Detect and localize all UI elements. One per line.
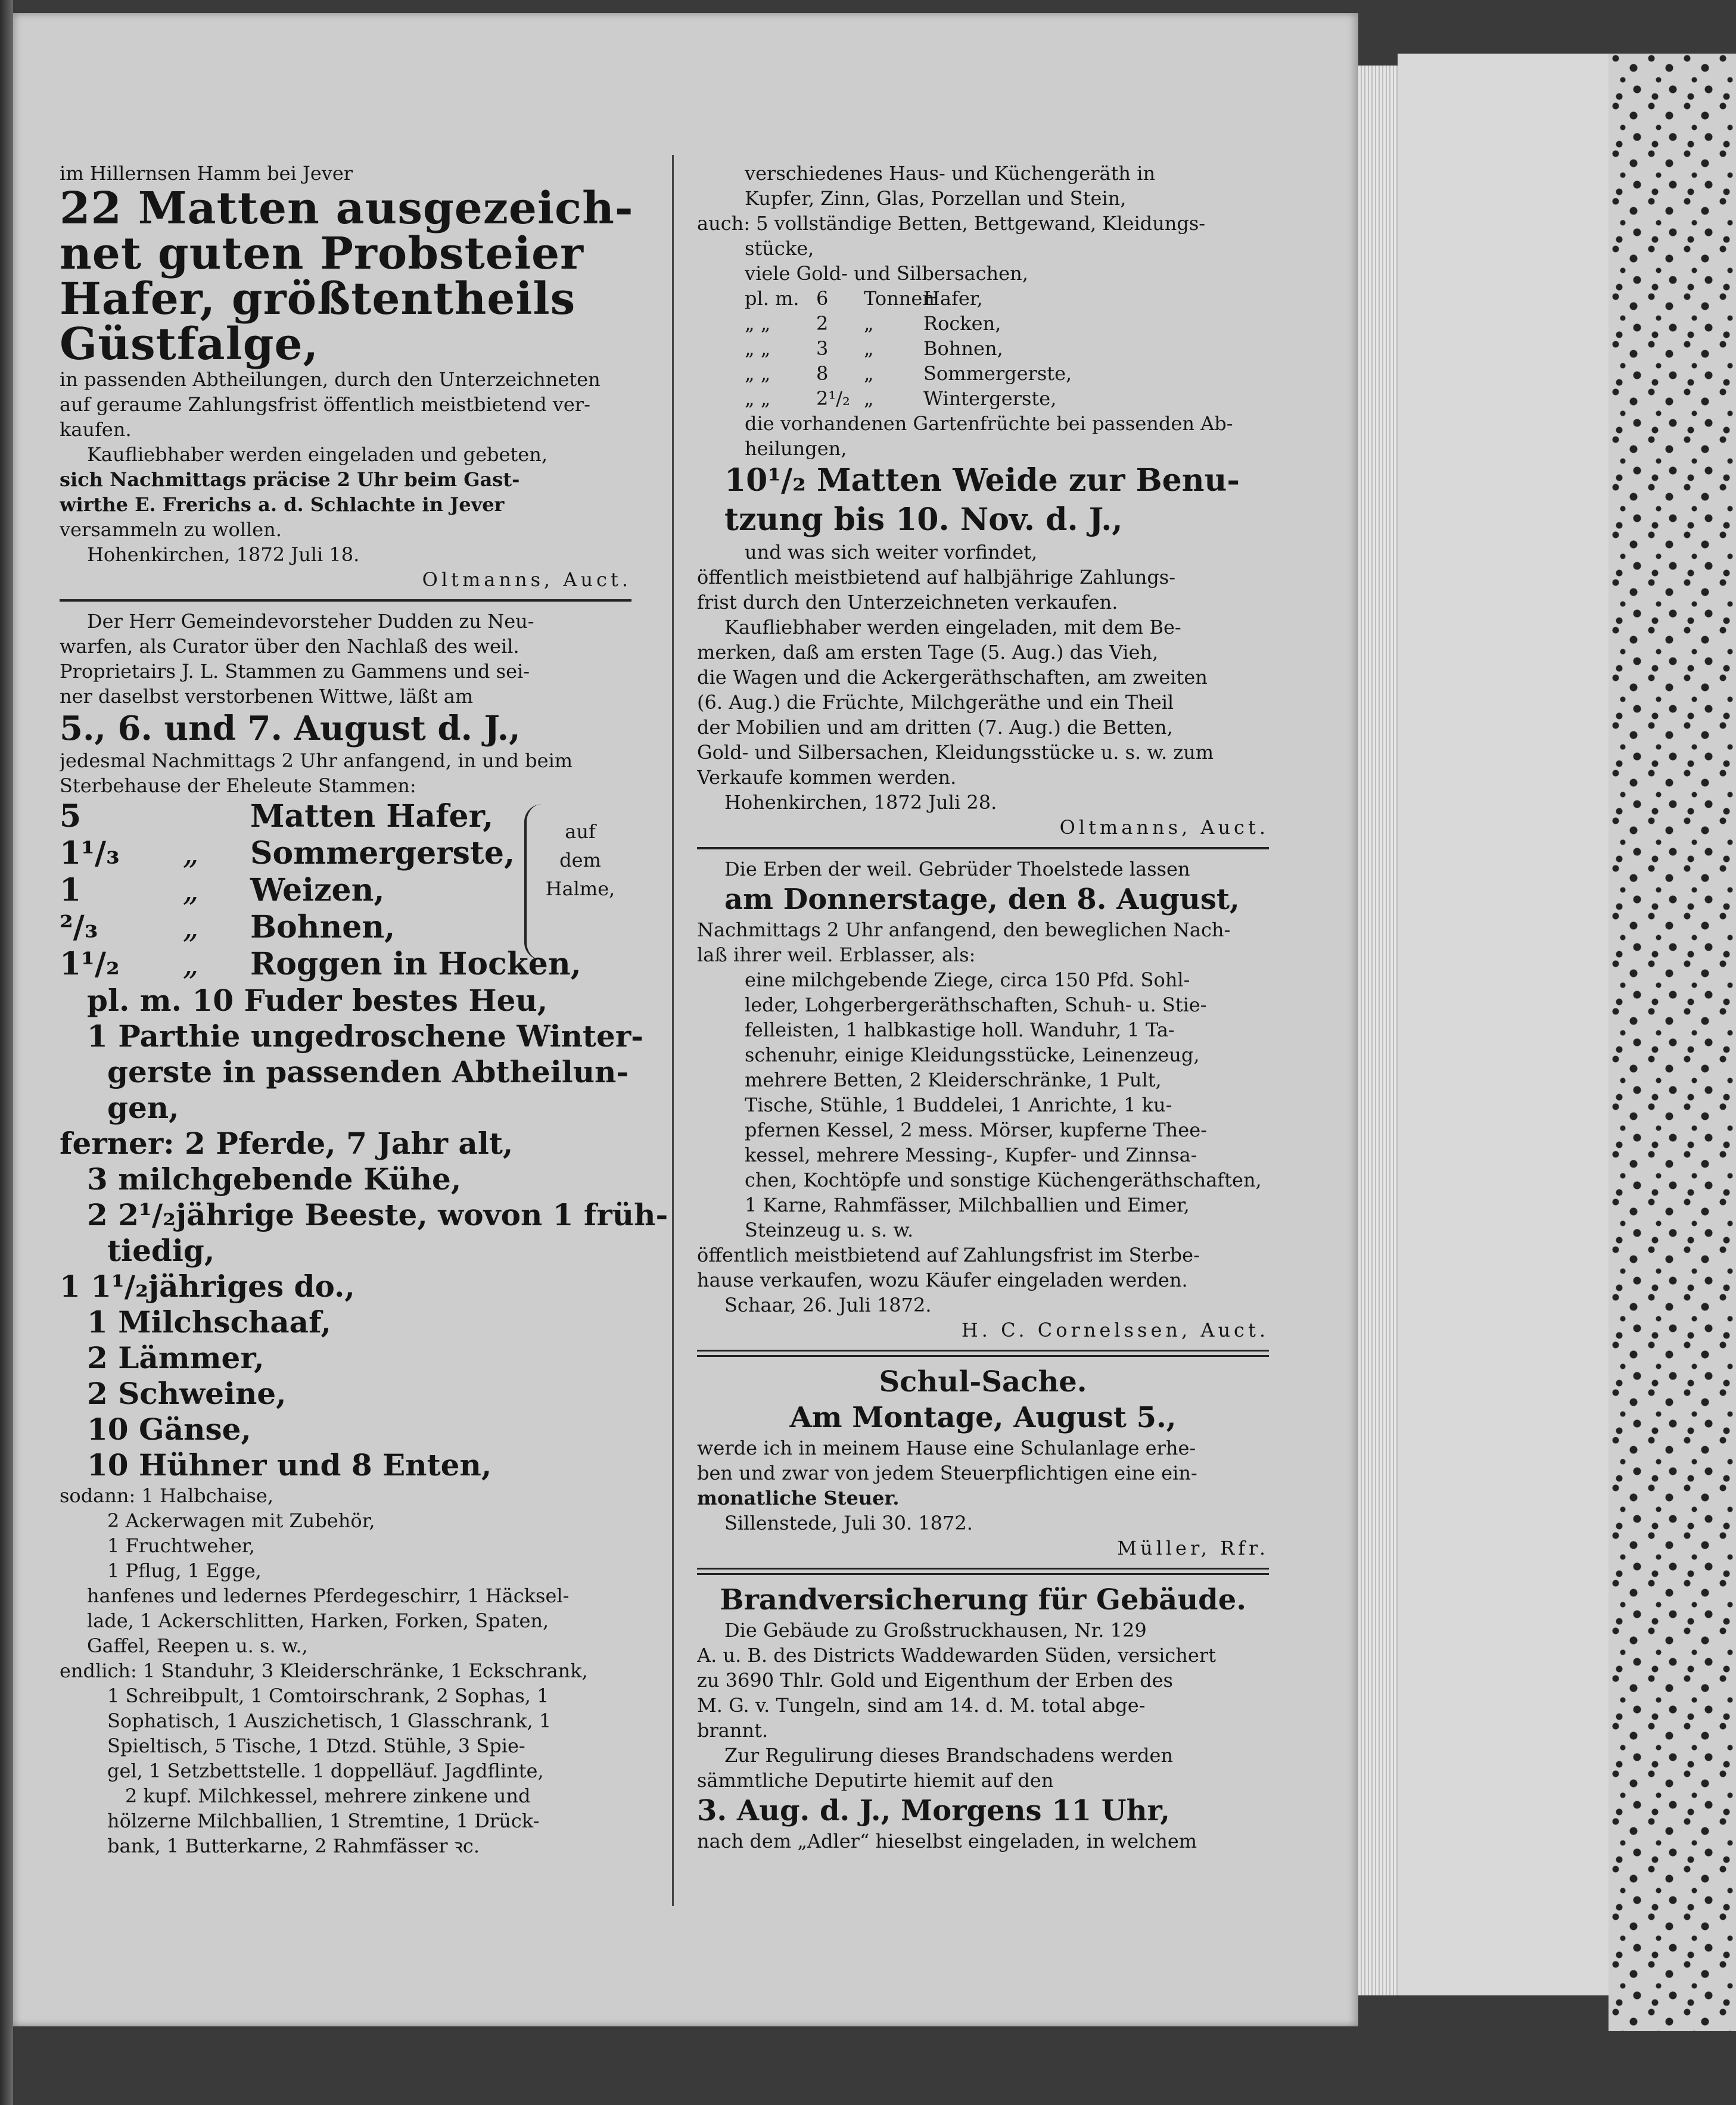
grain-qty: 8	[816, 362, 829, 385]
meeting-headline: 3. Aug. d. J., Morgens 11 Uhr,	[697, 1794, 1170, 1827]
text-line: eine milchgebende Ziege, circa 150 Pfd. Sohl-	[745, 969, 1190, 991]
text-line: jedesmal Nachmittags 2 Uhr anfangend, in und beim	[60, 749, 573, 772]
notice-date: Sillenstede, Juli 30. 1872.	[724, 1512, 973, 1534]
text-line: werde ich in meinem Hause eine Schulanlage erhe-	[697, 1437, 1196, 1459]
text-line: und was sich weiter vorfindet,	[745, 541, 1038, 563]
notice-thoelstede-auction	[697, 857, 1269, 1343]
notice-date: Hohenkirchen, 1872 Juli 28.	[724, 791, 997, 814]
text-line: kaufen.	[60, 418, 132, 441]
brace-note-line: dem	[559, 849, 601, 871]
grain-qty: 6	[816, 287, 829, 310]
text-line: Gold- und Silbersachen, Kleidungsstücke u. s. w. zum	[697, 741, 1214, 764]
notice-headline-2: net guten Probsteier	[60, 228, 584, 279]
item-line: 10 Gänse,	[87, 1412, 251, 1447]
pasture-headline-1: 10¹/₂ Matten Weide zur Benu-	[724, 462, 1240, 499]
grain-qty: 2¹/₂	[816, 387, 850, 410]
grain-row	[697, 386, 1269, 411]
grain-qty: 2	[816, 312, 829, 335]
marbled-cover-edge	[1609, 54, 1736, 2031]
notice-stammen-auction	[60, 609, 668, 1858]
text-line: endlich: 1 Standuhr, 3 Kleiderschränke, 1 Eckschrank,	[60, 1659, 588, 1682]
grain-row	[697, 286, 1269, 311]
text-line: Sterbehause der Eheleute Stammen:	[60, 774, 416, 797]
item-line: 2 Lämmer,	[87, 1340, 265, 1375]
text-line: Proprietairs J. L. Stammen zu Gammens und sei-	[60, 660, 530, 683]
item-line: pl. m. 10 Fuder bestes Heu,	[87, 983, 548, 1018]
text-line: zu 3690 Thlr. Gold und Eigenthum der Erben des	[697, 1669, 1173, 1692]
text-line: Kaufliebhaber werden eingeladen und gebeten,	[87, 443, 548, 466]
crop-list	[60, 798, 631, 983]
notice-signature: H. C. Cornelssen, Auct.	[961, 1319, 1269, 1341]
text-line: Nachmittags 2 Uhr anfangend, den beweglichen Nach-	[697, 918, 1231, 941]
notice-headline: Am Montage, August 5.,	[789, 1401, 1177, 1434]
text-line: 1 Pflug, 1 Egge,	[107, 1559, 262, 1582]
notice-school-tax	[697, 1364, 1269, 1561]
crop-name: Matten Hafer,	[250, 798, 494, 834]
text-line: nach dem „Adler“ hieselbst eingeladen, in welchem	[697, 1830, 1197, 1852]
notice-date: Hohenkirchen, 1872 Juli 18.	[87, 543, 360, 566]
grain-name: Wintergerste,	[923, 387, 1057, 410]
item-line: 1 Milchschaaf,	[87, 1304, 331, 1340]
crop-name: Weizen,	[250, 872, 385, 908]
notice-separator	[697, 847, 1269, 849]
text-line: Die Gebäude zu Großstruckhausen, Nr. 129	[724, 1619, 1147, 1642]
text-line: viele Gold- und Silbersachen,	[745, 262, 1028, 285]
item-line: ferner: 2 Pferde, 7 Jahr alt,	[60, 1126, 514, 1161]
text-line: Tische, Stühle, 1 Buddelei, 1 Anrichte, 1 ku-	[745, 1094, 1172, 1116]
text-line: Steinzeug u. s. w.	[745, 1219, 914, 1241]
grain-unit: „	[864, 312, 874, 335]
notice-fire-insurance	[697, 1582, 1269, 1854]
text-line: ben und zwar von jedem Steuerpflichtigen eine ein-	[697, 1462, 1197, 1484]
text-line: schenuhr, einige Kleidungsstücke, Leinenzeug,	[745, 1044, 1200, 1066]
text-line: Der Herr Gemeindevorsteher Dudden zu Neu-	[87, 610, 534, 633]
text-line: Kupfer, Zinn, Glas, Porzellan und Stein,	[745, 187, 1127, 210]
text-line: sämmtliche Deputirte hiemit auf den	[697, 1769, 1054, 1792]
page-stack-edge	[1358, 66, 1398, 1995]
grain-unit: „	[864, 337, 874, 360]
auction-dates-headline: 5., 6. und 7. August d. J.,	[60, 709, 521, 748]
grain-prefix: „ „	[745, 337, 771, 360]
item-line: tiedig,	[107, 1233, 215, 1268]
notice-headline-3: Hafer, größtentheils	[60, 273, 576, 325]
text-line: sich Nachmittags präcise 2 Uhr beim Gast-	[60, 468, 520, 491]
notice-headline-4: Güstfalge,	[60, 319, 319, 370]
text-line: hölzerne Milchballien, 1 Stremtine, 1 Drück-	[107, 1810, 540, 1832]
crop-name: Roggen in Hocken,	[250, 946, 581, 982]
crop-qty: ²/₃	[60, 909, 98, 945]
text-line: versammeln zu wollen.	[60, 518, 282, 541]
grain-name: Hafer,	[923, 287, 983, 310]
grain-row	[697, 361, 1269, 386]
grain-unit: Tonnen	[864, 287, 935, 310]
text-line: hanfenes und ledernes Pferdegeschirr, 1 Häcksel-	[87, 1584, 570, 1607]
item-line: 2 2¹/₂jährige Beeste, wovon 1 früh-	[87, 1197, 668, 1232]
text-line: Verkaufe kommen werden.	[697, 766, 957, 789]
notice-title: Brandversicherung für Gebäude.	[720, 1583, 1246, 1617]
text-line: Die Erben der weil. Gebrüder Thoelstede lassen	[724, 858, 1190, 880]
text-line: merken, daß am ersten Tage (5. Aug.) das Vieh,	[697, 641, 1159, 664]
text-line: 1 Schreibpult, 1 Comtoirschrank, 2 Sophas, 1	[107, 1684, 549, 1707]
text-line: ner daselbst verstorbenen Wittwe, läßt am	[60, 685, 474, 708]
crop-qty: 1¹/₃	[60, 835, 120, 871]
text-line: 1 Fruchtweher,	[107, 1534, 255, 1557]
text-line: in passenden Abtheilungen, durch den Unterzeichneten	[60, 368, 601, 391]
crop-qty: 1	[60, 872, 82, 908]
grain-unit: „	[864, 387, 874, 410]
grain-name: Sommergerste,	[923, 362, 1072, 385]
text-line: 1 Karne, Rahmfässer, Milchballien und Eimer,	[745, 1194, 1190, 1216]
crop-qty: 5	[60, 798, 82, 834]
text-line: lade, 1 Ackerschlitten, Harken, Forken, Spaten,	[87, 1609, 549, 1632]
text-line: Zur Regulirung dieses Brandschadens werden	[724, 1744, 1173, 1767]
item-line: gerste in passenden Abtheilun-	[107, 1054, 629, 1089]
text-line: bank, 1 Butterkarne, 2 Rahmfässer ꝛc.	[107, 1835, 480, 1857]
text-line: kessel, mehrere Messing-, Kupfer- und Zinnsa-	[745, 1144, 1197, 1166]
text-line: monatliche Steuer.	[697, 1487, 900, 1509]
text-line: pfernen Kessel, 2 mess. Mörser, kupferne Thee-	[745, 1119, 1207, 1141]
notice-headline-1: 22 Matten ausgezeich-	[60, 183, 634, 234]
text-line: der Mobilien und am dritten (7. Aug.) die Betten,	[697, 716, 1173, 739]
grain-prefix: „ „	[745, 312, 771, 335]
grain-name: Bohnen,	[923, 337, 1003, 360]
text-line: die vorhandenen Gartenfrüchte bei passenden Ab-	[745, 412, 1233, 435]
left-column	[60, 161, 668, 1858]
text-line: Sophatisch, 1 Auszichetisch, 1 Glasschrank, 1	[107, 1709, 552, 1732]
text-line: brannt.	[697, 1719, 769, 1742]
item-line: 10 Hühner und 8 Enten,	[87, 1447, 492, 1483]
crop-ditto: „	[182, 873, 199, 908]
text-line: auch: 5 vollständige Betten, Bettgewand, Kleidungs-	[697, 212, 1206, 235]
text-line: öffentlich meistbietend auf halbjährige Zahlungs-	[697, 566, 1176, 588]
grain-prefix: „ „	[745, 387, 771, 410]
text-line: stücke,	[745, 237, 814, 260]
auction-date-headline: am Donnerstage, den 8. August,	[724, 883, 1240, 916]
item-line: 1 Parthie ungedroschene Winter-	[87, 1019, 643, 1054]
text-line: 2 kupf. Milchkessel, mehrere zinkene und	[125, 1785, 531, 1807]
text-line: die Wagen und die Ackergeräthschaften, am zweiten	[697, 666, 1208, 689]
grain-prefix: pl. m.	[745, 287, 799, 310]
text-line: Kaufliebhaber werden eingeladen, mit dem Be-	[724, 616, 1181, 639]
text-line: Gaffel, Reepen u. s. w.,	[87, 1634, 308, 1657]
notice-signature: Oltmanns, Auct.	[1059, 816, 1269, 839]
notice-oats-hillernsen	[60, 161, 634, 592]
item-line: 2 Schweine,	[87, 1376, 287, 1411]
text-line: gel, 1 Setzbettstelle. 1 doppelläuf. Jagdflinte,	[107, 1760, 544, 1782]
text-line: warfen, als Curator über den Nachlaß des weil.	[60, 635, 519, 658]
grain-row	[697, 336, 1269, 361]
text-line: 2 Ackerwagen mit Zubehör,	[107, 1509, 375, 1532]
notice-continuation	[697, 161, 1269, 840]
text-line: chen, Kochtöpfe und sonstige Küchengeräthschaften,	[745, 1169, 1262, 1191]
grain-name: Rocken,	[923, 312, 1001, 335]
brace-note-line: Halme,	[545, 877, 615, 900]
grain-row	[697, 311, 1269, 336]
text-line: M. G. v. Tungeln, sind am 14. d. M. total abge-	[697, 1694, 1146, 1717]
text-line: öffentlich meistbietend auf Zahlungsfrist im Sterbe-	[697, 1244, 1200, 1266]
notice-signature: Müller, Rfr.	[1117, 1537, 1269, 1559]
notice-date: Schaar, 26. Juli 1872.	[724, 1294, 932, 1316]
notice-separator	[60, 599, 631, 602]
item-line: 1 1¹/₂jähriges do.,	[60, 1269, 355, 1304]
text-line: (6. Aug.) die Früchte, Milchgeräthe und ein Theil	[697, 691, 1174, 714]
text-line: leder, Lohgerbergeräthschaften, Schuh- u. Stie-	[745, 994, 1207, 1016]
brace-note-line: auf	[565, 820, 596, 843]
crop-ditto: „	[182, 836, 199, 871]
notice-separator	[697, 1350, 1269, 1357]
item-line: 3 milchgebende Kühe,	[87, 1162, 462, 1197]
text-line: felleisten, 1 halbkastige holl. Wanduhr, 1 Ta-	[745, 1019, 1175, 1041]
notice-title: Schul-Sache.	[879, 1365, 1087, 1399]
crop-name: Bohnen,	[250, 909, 396, 945]
notice-separator	[697, 1568, 1269, 1575]
grain-unit: „	[864, 362, 874, 385]
text-line: A. u. B. des Districts Waddewarden Süden, versichert	[697, 1644, 1216, 1667]
text-line: frist durch den Unterzeichneten verkaufen.	[697, 591, 1118, 614]
text-line: hause verkaufen, wozu Käufer eingeladen werden.	[697, 1269, 1188, 1291]
notice-location: im Hillernsen Hamm bei Jever	[60, 162, 353, 185]
text-line: auf geraume Zahlungsfrist öffentlich meistbietend ver-	[60, 393, 590, 416]
crop-ditto: „	[182, 910, 199, 945]
grain-prefix: „ „	[745, 362, 771, 385]
pasture-headline-2: tzung bis 10. Nov. d. J.,	[724, 502, 1123, 538]
crop-ditto: „	[182, 946, 199, 982]
item-line: gen,	[107, 1090, 179, 1125]
notice-signature: Oltmanns, Auct.	[422, 568, 631, 591]
brace-note	[524, 804, 634, 960]
text-line: sodann: 1 Halbchaise,	[60, 1484, 274, 1507]
crop-name: Sommergerste,	[250, 835, 515, 871]
column-divider	[672, 155, 674, 1906]
crop-qty: 1¹/₂	[60, 946, 120, 982]
text-line: verschiedenes Haus- und Küchengeräth in	[745, 162, 1156, 185]
right-column	[697, 161, 1269, 1854]
text-line: wirthe E. Frerichs a. d. Schlachte in Jever	[60, 493, 505, 516]
grain-qty: 3	[816, 337, 829, 360]
text-line: Spieltisch, 5 Tische, 1 Dtzd. Stühle, 3 Spie-	[107, 1735, 525, 1757]
book-spine	[0, 0, 13, 2105]
text-line: mehrere Betten, 2 Kleiderschränke, 1 Pult,	[745, 1069, 1162, 1091]
text-line: laß ihrer weil. Erblasser, als:	[697, 943, 976, 966]
text-line: heilungen,	[745, 437, 847, 460]
